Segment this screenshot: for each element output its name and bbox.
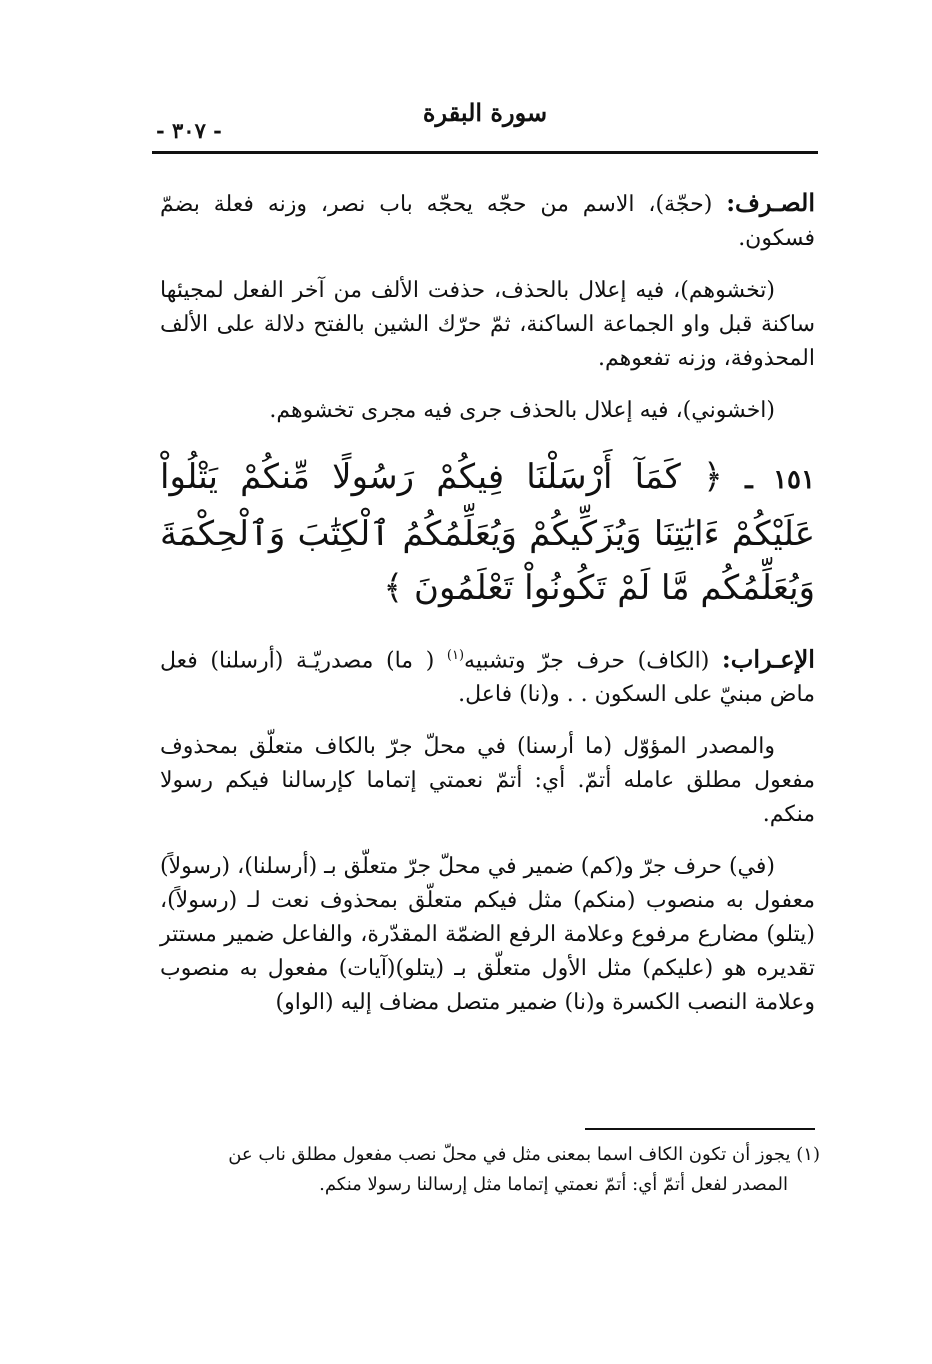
ikhshawni-paragraph: (اخشوني)، فيه إعلال بالحذف جرى فيه مجرى تخشوهم. xyxy=(269,398,775,423)
sarf-text: (حجّة)، الاسم من حجّه يحجّه باب نصر، وزنه فعلة بضمّ فسكون. xyxy=(160,192,815,251)
irab-label: الإعـراب: xyxy=(721,644,815,674)
verse-text: ﴿ كَمَآ أَرْسَلْنَا فِيكُمْ رَسُولًا مِّنكُمْ يَتْلُواْ عَلَيْكُمْ ءَايَٰتِنَا وَيُزَكِّيكُمْ وَيُعَلِّمُكُمُ ٱلْكِتَٰبَ وَٱلْحِكْمَةَ وَيُعَلِّمُكُم مَّا لَمْ تَكُونُواْ تَعْلَمُونَ ﴾ xyxy=(160,457,815,608)
quran-verse xyxy=(160,450,815,615)
page-body xyxy=(160,186,815,1038)
footnote-divider xyxy=(585,1128,815,1130)
header-divider xyxy=(152,151,818,154)
irab-paragraph xyxy=(160,639,815,712)
takhshawhum-paragraph: (تخشوهم)، فيه إعلال بالحذف، حذفت الألف من آخر الفعل لمجيئها ساكنة قبل واو الجماعة الساكنة، ثمّ حرّك الشين بالفتح دلالة على الألف المحذوفة، وزنه تفعوهم. xyxy=(160,278,815,371)
footnotes xyxy=(160,1140,820,1200)
page-number: - ٣٠٧ - xyxy=(156,118,222,143)
footnote-line-2: المصدر لفعل أتمّ أي: أتمّ نعمتي إتماما مثل إرسالنا رسولا منكم. xyxy=(319,1174,788,1195)
irab-text-1: (الكاف) حرف جرّ وتشبيه xyxy=(464,648,710,674)
surah-title: سورة البقرة xyxy=(422,98,548,127)
sarf-paragraph xyxy=(160,186,815,256)
page-header xyxy=(152,92,818,154)
fi-paragraph: (في) حرف جرّ و(كم) ضمير في محلّ جرّ متعلّق بـ (أرسلنا)، (رسولاً) معفول به منصوب (منكم) مثل فيكم متعلّق بمحذوف نعت لـ (رسولاً)، (يتلو) مضارع مرفوع وعلامة الرفع الضمّة المقدّرة، والفاعل ضمير مستتر تقديره هو (عليكم) مثل الأول متعلّق بـ (يتلو)(آيات) مفعول به منصوب وعلامة النصب الكسرة و(نا) ضمير متصل مضاف إليه (الواو) xyxy=(160,854,815,1016)
footnote-line-1: (١) يجوز أن تكون الكاف اسما بمعنى مثل في محلّ نصب مفعول مطلق ناب عن xyxy=(228,1144,820,1165)
sarf-label: الصـرف: xyxy=(726,188,815,217)
footnote-reference[interactable]: (١) xyxy=(446,648,465,663)
irab-text-2: ( ما) مصدريّـة (أرسلنا) فعل ماض مبنيّ على السكون . . و(نا) فاعل. xyxy=(160,648,815,708)
verse-number: ١٥١ ـ xyxy=(745,465,815,495)
masdar-paragraph: والمصدر المؤوّل (ما أرسنا) في محلّ جرّ بالكاف متعلّق بمحذوف مفعول مطلق عامله أتمّ. أي: أتمّ نعمتي إتماما كإرسالنا فيكم رسولا منكم. xyxy=(160,734,815,828)
